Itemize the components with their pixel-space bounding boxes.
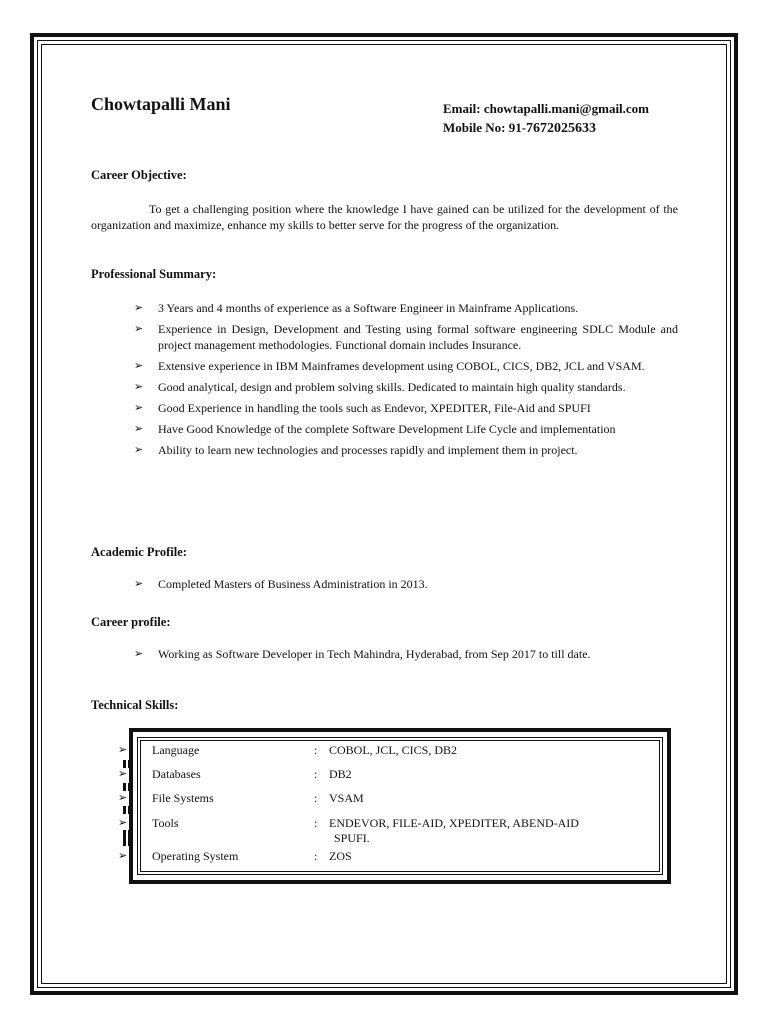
mobile-number: 7672025633	[526, 121, 597, 136]
career-profile-list	[134, 646, 678, 667]
border-artifact	[123, 830, 126, 846]
skill-label: File Systems	[152, 791, 214, 805]
arrow-bullet-icon: ➢	[118, 767, 128, 780]
contact-block	[443, 99, 649, 138]
list-item: ➢ Experience in Design, Development and Testing using formal software engineering SDLC Module and project management methodologies. Functional domain includes Insurance.	[134, 322, 678, 352]
arrow-bullet-icon: ➢	[134, 301, 144, 314]
arrow-bullet-icon: ➢	[134, 443, 144, 456]
arrow-bullet-icon: ➢	[118, 849, 128, 862]
list-item: ➢ Working as Software Developer in Tech Mahindra, Hyderabad, from Sep 2017 to till date.	[134, 647, 591, 661]
list-item: ➢ Ability to learn new technologies and processes rapidly and implement them in project.	[134, 443, 578, 457]
border-artifact	[123, 783, 126, 791]
email-line	[443, 99, 649, 118]
arrow-bullet-icon: ➢	[134, 647, 144, 660]
border-artifact	[123, 806, 126, 814]
arrow-bullet-icon: ➢	[118, 743, 128, 756]
list-item: ➢ Good analytical, design and problem solving skills. Dedicated to maintain high quality standards.	[134, 380, 626, 394]
border-artifact	[128, 830, 131, 846]
skill-value-continued: SPUFI.	[334, 831, 370, 845]
border-artifact	[128, 760, 131, 768]
list-item: ➢ Extensive experience in IBM Mainframes development using COBOL, CICS, DB2, JCL and VSAM.	[134, 359, 645, 373]
email-label: Email:	[443, 101, 481, 116]
email-address[interactable]: chowtapalli.mani@gmail.com	[483, 101, 650, 116]
academic-profile-heading: Academic Profile:	[91, 545, 187, 559]
career-profile-heading: Career profile:	[91, 615, 171, 629]
arrow-bullet-icon: ➢	[118, 791, 128, 804]
professional-summary-heading: Professional Summary:	[91, 267, 217, 281]
skill-value: VSAM	[329, 791, 364, 805]
list-item: ➢ Good Experience in handling the tools such as Endevor, XPEDITER, File-Aid and SPUFI	[134, 401, 591, 415]
border-artifact	[128, 783, 131, 791]
arrow-bullet-icon: ➢	[134, 359, 144, 372]
list-item: ➢ Completed Masters of Business Administration in 2013.	[134, 577, 428, 591]
skill-label: Operating System	[152, 849, 239, 863]
career-objective-heading: Career Objective:	[91, 168, 187, 182]
skill-label: Tools	[152, 816, 179, 830]
border-artifact	[128, 806, 131, 814]
list-item: ➢ Have Good Knowledge of the complete Software Development Life Cycle and implementation	[134, 422, 616, 436]
career-objective-text: To get a challenging position where the knowledge I have gained can be utilized for the development of the organization and maximize, enhance my skills to better serve for the progress of the organization.	[91, 202, 678, 232]
arrow-bullet-icon: ➢	[118, 816, 128, 829]
arrow-bullet-icon: ➢	[134, 380, 144, 393]
skill-label: Language	[152, 743, 200, 757]
skill-value: COBOL, JCL, CICS, DB2	[329, 743, 458, 757]
skill-value: DB2	[329, 767, 352, 781]
candidate-name: Chowtapalli Mani	[91, 94, 231, 114]
arrow-bullet-icon: ➢	[134, 422, 144, 435]
mobile-label: Mobile No: 91-	[443, 120, 527, 135]
arrow-bullet-icon: ➢	[134, 322, 144, 335]
skill-label: Databases	[152, 767, 201, 781]
arrow-bullet-icon: ➢	[134, 401, 144, 414]
skill-value: ENDEVOR, FILE-AID, XPEDITER, ABEND-AID	[329, 816, 579, 830]
professional-summary-list	[134, 300, 678, 463]
technical-skills-heading: Technical Skills:	[91, 698, 179, 712]
list-item: ➢ 3 Years and 4 months of experience as a Software Engineer in Mainframe Applications.	[134, 301, 579, 315]
mobile-line	[443, 118, 649, 138]
skill-value: ZOS	[329, 849, 352, 863]
arrow-bullet-icon: ➢	[134, 577, 144, 590]
academic-profile-list	[134, 576, 678, 597]
